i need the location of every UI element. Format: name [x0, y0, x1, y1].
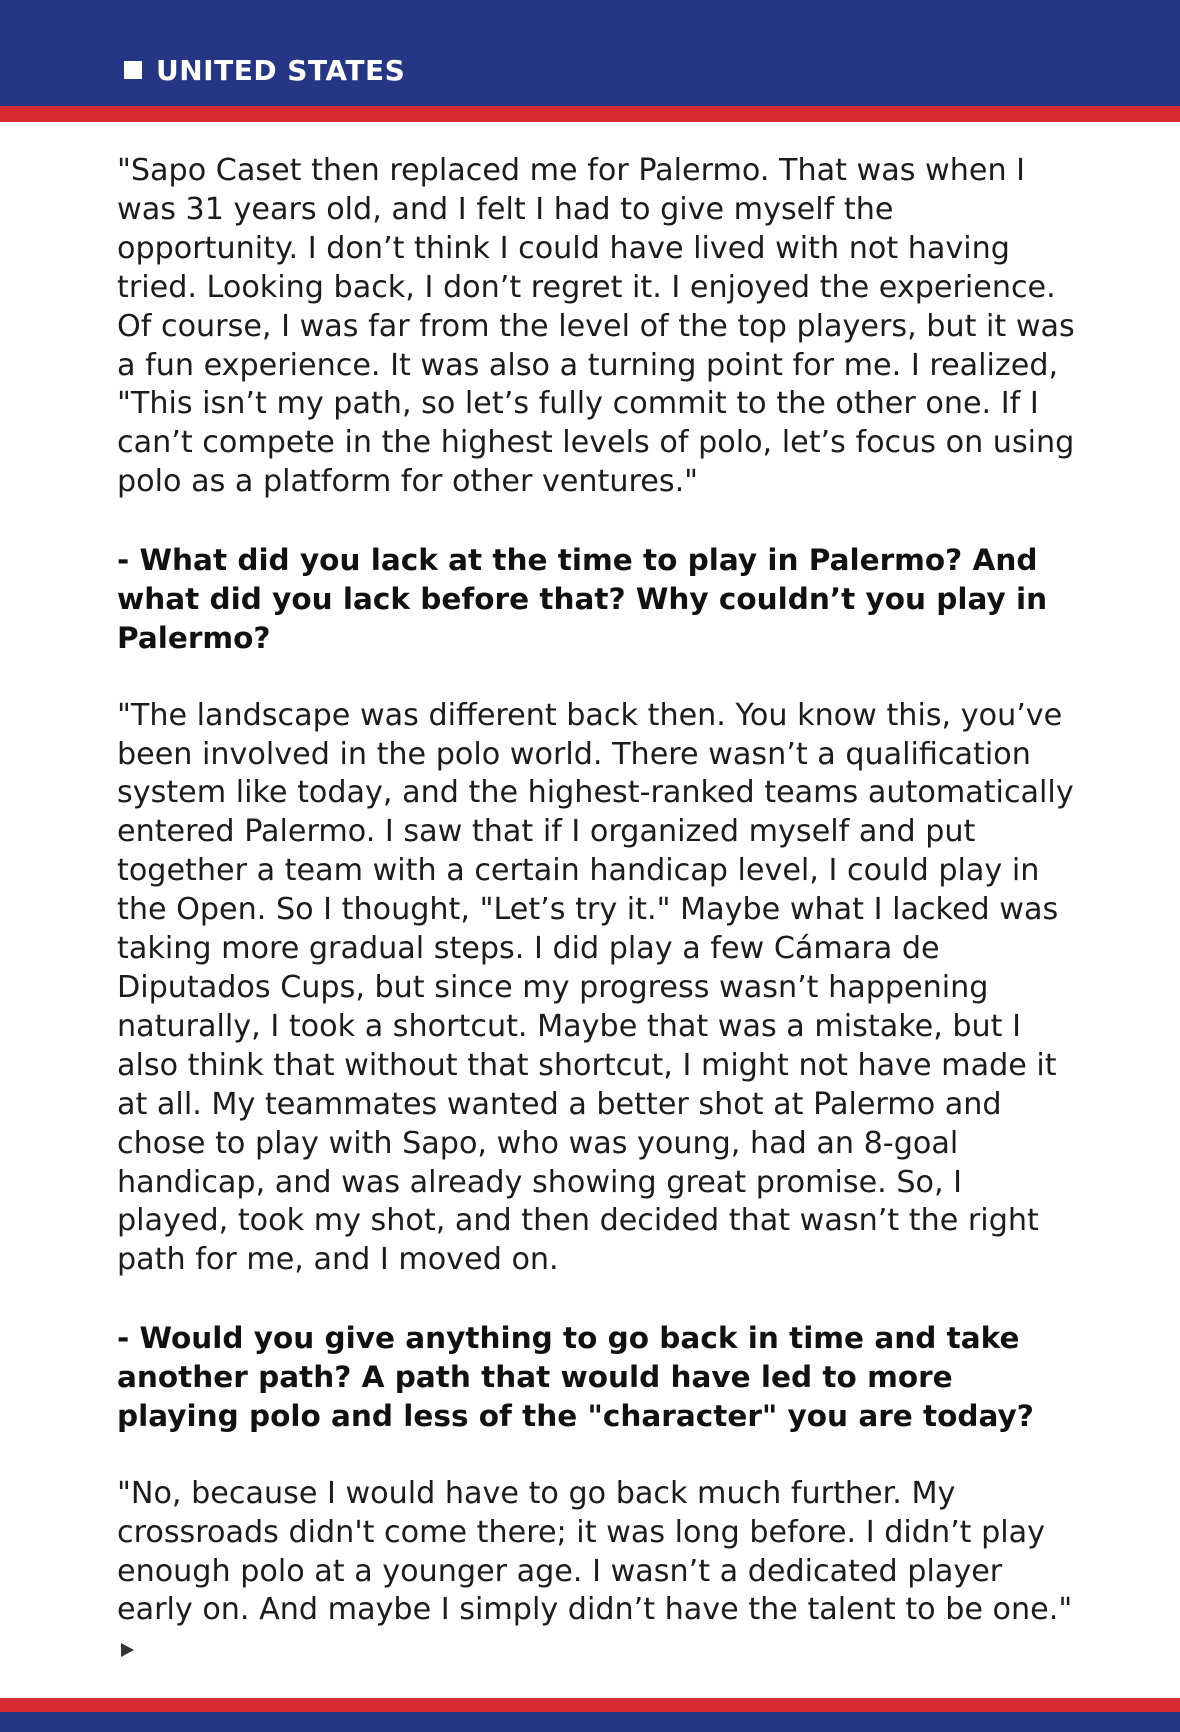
answer-paragraph: "The landscape was different back then. You know this, you’ve been involved in the polo world. There wasn’t a qualification system like today, and the highest-ranked teams automatically entered Palermo. I saw that if I organized myself and put together a team with a certain handicap level, I could play in the Open. So I thought, "Let’s try it." Maybe what I lacked was taking more gradual steps. I did play a few Cámara de Diputados Cups, but since my progress wasn’t happening naturally, I took a shortcut. Maybe that was a mistake, but I also think that without that shortcut, I might not have made it at all. My teammates wanted a better shot at Palermo and chose to play with Sapo, who was young, had an 8-goal handicap, and was already showing great promise. So, I played, took my shot, and then decided that wasn’t the right path for me, and I moved on.	[117, 697, 1074, 1278]
footer-blue-stripe	[0, 1712, 1180, 1732]
answer-paragraph: "Sapo Caset then replaced me for Palermo. That was when I was 31 years old, and I felt I had to give myself the opportunity. I don’t think I could have lived with not having tried. Looking back, I don’t regret it. I enjoyed the experience. Of course, I was far from the level of the top players, but it was a fun experience. It was also a turning point for me. I realized, "This isn’t my path, so let’s fully commit to the other one. If I can’t compete in the highest levels of polo, let’s focus on using polo as a platform for other ventures."	[117, 153, 1075, 500]
square-bullet-icon	[124, 61, 142, 79]
final-answer-text: "No, because I would have to go back much further. My crossroads didn't come there; it was long before. I didn’t play enough polo at a younger age. I wasn’t a dedicated player early on. And maybe I simply didn’t have the talent to be one."	[117, 1475, 1073, 1628]
question-heading: - What did you lack at the time to play in Palermo? And what did you lack before that? Why couldn’t you play in Palermo?	[117, 543, 1048, 655]
question-heading: - Would you give anything to go back in time and take another path? A path that would have led to more playing polo and less of the "character" you are today?	[117, 1321, 1034, 1433]
section-label-text: UNITED STATES	[156, 53, 406, 87]
footer-red-stripe	[0, 1698, 1180, 1712]
section-label	[124, 52, 405, 88]
article-body	[117, 152, 1077, 1669]
header-red-stripe	[0, 106, 1180, 122]
answer-paragraph-final	[117, 1475, 1077, 1670]
end-of-article-triangle-icon	[121, 1643, 134, 1657]
